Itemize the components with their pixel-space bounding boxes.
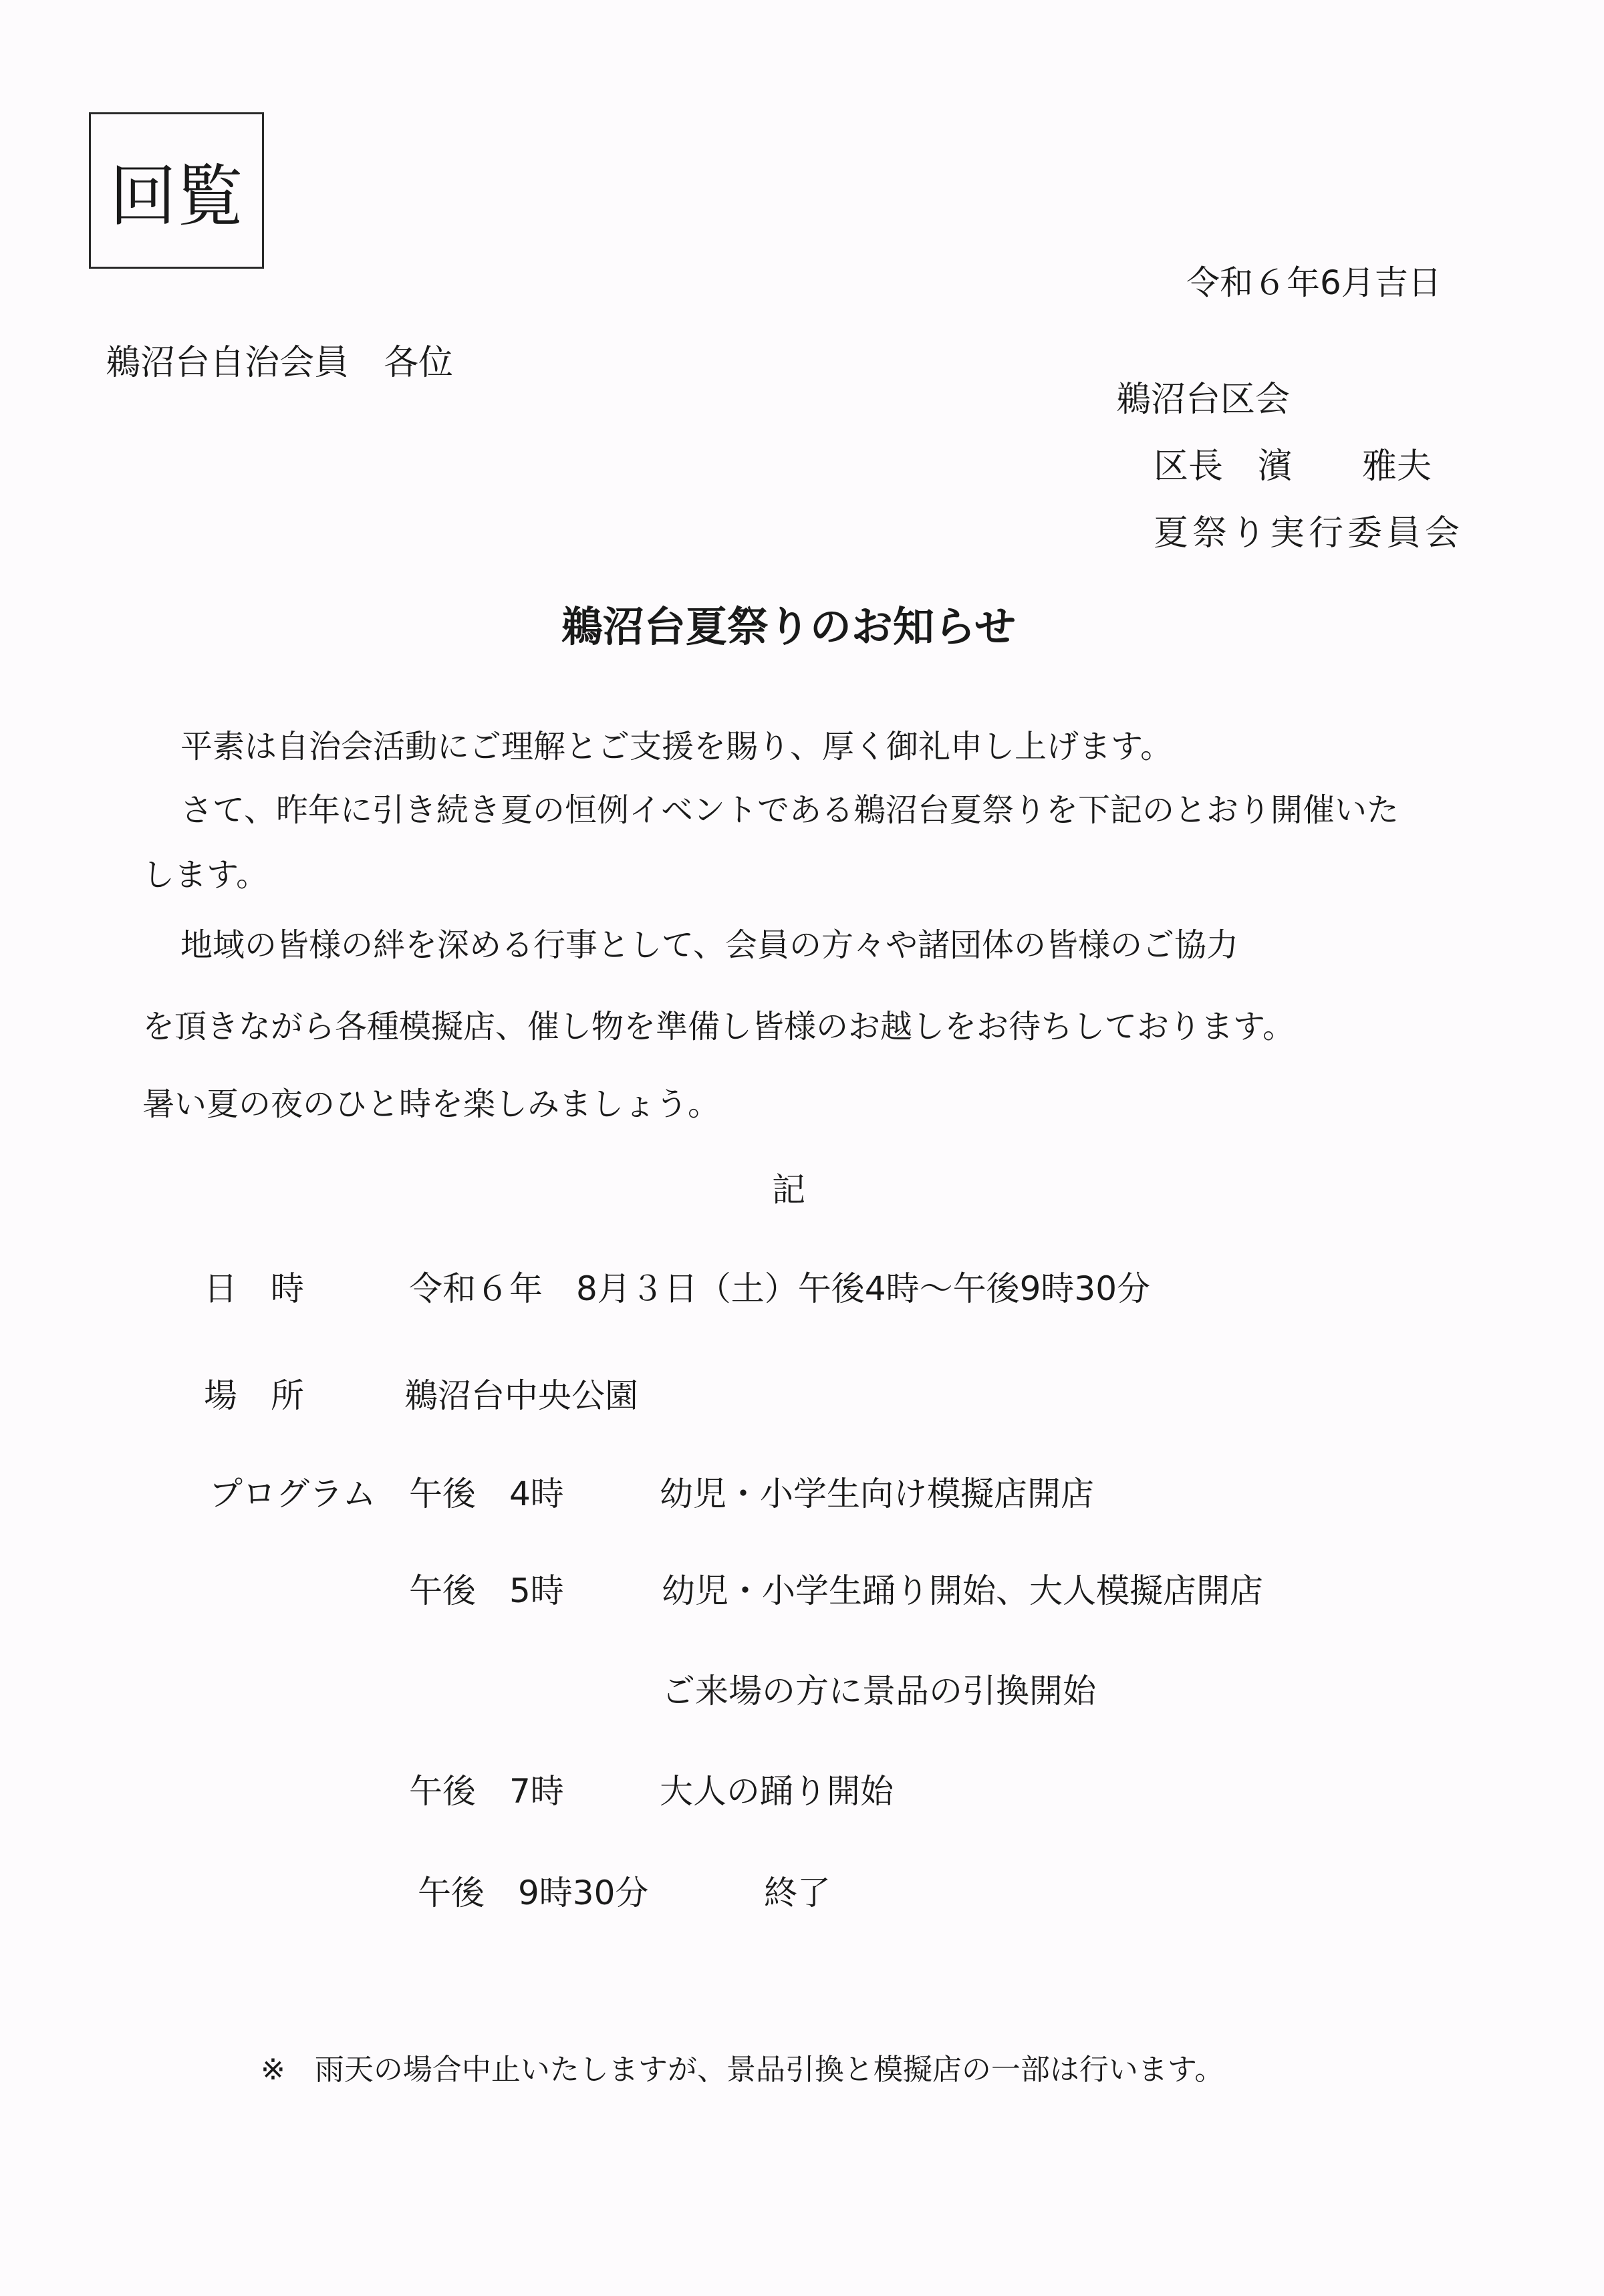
program-event: 大人の踊り開始 [660,1772,894,1811]
recipient-line: 鵜沼台自治会員 各位 [106,343,454,383]
body-paragraph-continuation: します。 [142,856,269,894]
issue-date: 令和６年6月吉日 [1186,263,1442,302]
sender-committee: 夏祭り実行委員会 [1154,513,1464,553]
program-label: プログラム [209,1475,376,1513]
program-time: 午後 4時 [409,1475,564,1513]
sender-block [1116,366,1464,567]
program-event: ご来場の方に景品の引換開始 [662,1672,1096,1710]
circular-stamp: 回覧 [89,112,264,269]
body-paragraph: 平素は自治会活動にご理解とご支援を賜り、厚く御礼申し上げます。 [180,728,1173,765]
notation-heading: 記 [772,1170,805,1209]
place-value: 鵜沼台中央公園 [404,1376,638,1415]
program-event: 終了 [764,1874,831,1912]
place-label: 場 所 [204,1376,304,1415]
datetime-label: 日 時 [204,1269,304,1308]
program-event: 幼児・小学生向け模擬店開店 [660,1475,1094,1513]
datetime-value: 令和６年 8月３日（土）午後4時～午後9時30分 [409,1269,1151,1308]
rain-note: ※ 雨天の場合中止いたしますが、景品引換と模擬店の一部は行います。 [261,2053,1224,2087]
program-time: 午後 7時 [409,1772,564,1811]
program-time: 午後 9時30分 [418,1874,649,1912]
program-time: 午後 5時 [409,1571,564,1610]
document-title: 鵜沼台夏祭りのお知らせ [561,602,1017,651]
sender-chief: 区長 濱 雅夫 [1154,447,1432,487]
sender-organization: 鵜沼台区会 [1116,380,1291,420]
program-event: 幼児・小学生踊り開始、大人模擬店開店 [662,1571,1263,1610]
body-paragraph: 暑い夏の夜のひと時を楽しみましょう。 [142,1086,720,1123]
body-paragraph-continuation: を頂きながら各種模擬店、催し物を準備し皆様のお越しをお待ちしております。 [142,1008,1295,1045]
body-paragraph: さて、昨年に引き続き夏の恒例イベントである鵜沼台夏祭りを下記のとおり開催いた [180,791,1399,829]
body-paragraph: 地域の皆様の絆を深める行事として、会員の方々や諸団体の皆様のご協力 [180,926,1239,964]
